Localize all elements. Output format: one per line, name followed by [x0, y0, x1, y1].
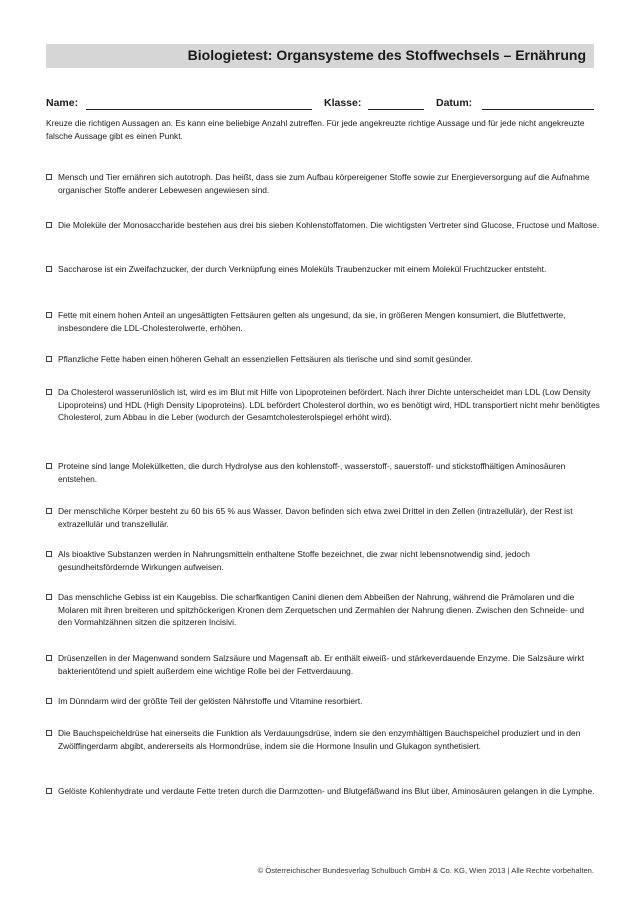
checkbox[interactable]: [46, 356, 52, 362]
statement-text: Das menschliche Gebiss ist ein Kaugebiss. Die scharfkantigen Canini dienen dem Abbeißen der Nahrung, während die Prämolaren und die Molaren mit ihren breiteren und spitzhöckerigen Kronen dem Zerquetschen und Zermahlen der Nahrung dienen. Zwischen den Schneide- und den Vormahlzähnen sitzen die spitzeren Incisivi.: [58, 592, 585, 628]
copyright-footer: © Österreichischer Bundesverlag Schulbuch GmbH & Co. KG, Wien 2013 | Alle Rechte vorbehalten.: [257, 866, 594, 875]
checkbox[interactable]: [46, 222, 52, 228]
checkbox[interactable]: [46, 551, 52, 557]
statement-text: Drüsenzellen in der Magenwand sondern Salzsäure und Magensaft ab. Er enthält eiweiß- und stärkeverdauende Enzyme. Die Salzsäure wirkt bakterientötend und spielt außerdem eine wichtige Rolle bei der Fettverdauung.: [58, 653, 585, 676]
class-line: [368, 109, 424, 110]
instructions: Kreuze die richtigen Aussagen an. Es kann eine beliebige Anzahl zutreffen. Für jede angekreuzte richtige Aussage und für jede nicht angekreuzte falsche Aussage gibt es einen Punkt.: [46, 118, 585, 141]
name-label: Name:: [46, 97, 79, 109]
statement-text: Fette mit einem hohen Anteil an ungesättigten Fettsäuren gelten als ungesund, da sie, in größeren Mengen konsumiert, die Blutfettwerte, insbesondere die LDL-Cholesterolwerte, erhöhen.: [58, 310, 566, 333]
header-fields: [46, 97, 594, 113]
statement-text: Pflanzliche Fette haben einen höheren Gehalt an essenziellen Fettsäuren als tierische und sind somit gesünder.: [58, 354, 473, 364]
checkbox[interactable]: [46, 174, 52, 180]
checkbox[interactable]: [46, 788, 52, 794]
checkbox[interactable]: [46, 655, 52, 661]
checkbox[interactable]: [46, 389, 52, 395]
page-title: Biologietest: Organsysteme des Stoffwechsels – Ernährung: [187, 47, 586, 63]
statement-text: Proteine sind lange Molekülketten, die durch Hydrolyse aus den kohlenstoff-, wasserstoff-, sauerstoff- und stickstoffhältigen Aminosäuren entstehen.: [58, 461, 566, 484]
statement-text: Saccharose ist ein Zweifachzucker, der durch Verknüpfung eines Moleküls Traubenzucker mit einem Molekül Fruchtzucker entsteht.: [58, 264, 547, 274]
statement-text: Der menschliche Körper besteht zu 60 bis 65 % aus Wasser. Davon befinden sich etwa zwei Drittel in den Zellen (intrazellulär), der Rest ist extrazellulär und transzellulär.: [58, 506, 573, 529]
checkbox[interactable]: [46, 594, 52, 600]
class-label: Klasse:: [324, 97, 362, 109]
statement-text: Als bioaktive Substanzen werden in Nahrungsmitteln enthaltene Stoffe bezeichnet, die zwar nicht lebensnotwendig sind, jedoch gesundheitsfördernde Wirkungen aufweisen.: [58, 549, 530, 572]
statement-text: Die Moleküle der Monosaccharide bestehen aus drei bis sieben Kohlenstoffatomen. Die wichtigsten Vertreter sind Glucose, Fructose und Maltose.: [58, 220, 600, 230]
statement-text: Gelöste Kohlenhydrate und verdaute Fette treten durch die Darmzotten- und Blutgefäßwand ins Blut über, Aminosäuren gelangen in die Lymphe.: [58, 786, 595, 796]
checkbox[interactable]: [46, 312, 52, 318]
title-bar: [46, 44, 594, 68]
statement-text: Mensch und Tier ernähren sich autotroph. Das heißt, dass sie zum Aufbau körpereigener Stoffe sowie zur Energieversorgung auf die Aufnahme organischer Stoffe anderer Lebewesen angewiesen sind.: [58, 172, 590, 195]
name-line: [86, 109, 312, 110]
statement-text: Im Dünndarm wird der größte Teil der gelösten Nährstoffe und Vitamine resorbiert.: [58, 696, 363, 706]
checkbox[interactable]: [46, 730, 52, 736]
date-label: Datum:: [436, 97, 473, 109]
date-line: [482, 109, 594, 110]
checkbox[interactable]: [46, 508, 52, 514]
checkbox[interactable]: [46, 463, 52, 469]
statement-text: Die Bauchspeicheldrüse hat einerseits die Funktion als Verdauungsdrüse, indem sie den enzymhältigen Bauchspeichel produziert und in den Zwölffingerdarm abgibt, andererseits als Hormondrüse, indem sie die Hormone Insulin und Glukagon synthetisiert.: [58, 728, 581, 751]
checkbox[interactable]: [46, 698, 52, 704]
checkbox[interactable]: [46, 266, 52, 272]
statement-text: Da Cholesterol wasserunlöslich ist, wird es im Blut mit Hilfe von Lipoproteinen befördert. Nach ihrer Dichte unterscheidet man LDL (Low Density Lipoproteins) und HDL (High Density Lipoproteins). LDL befördert Cholesterol dorthin, wo es benötigt wird, HDL transportiert nicht mehr benötigtes Cholesterol, zum Abbau in die Leber (wodurch der Gesamtcholesterolspiegel erhöht wird).: [58, 387, 600, 423]
